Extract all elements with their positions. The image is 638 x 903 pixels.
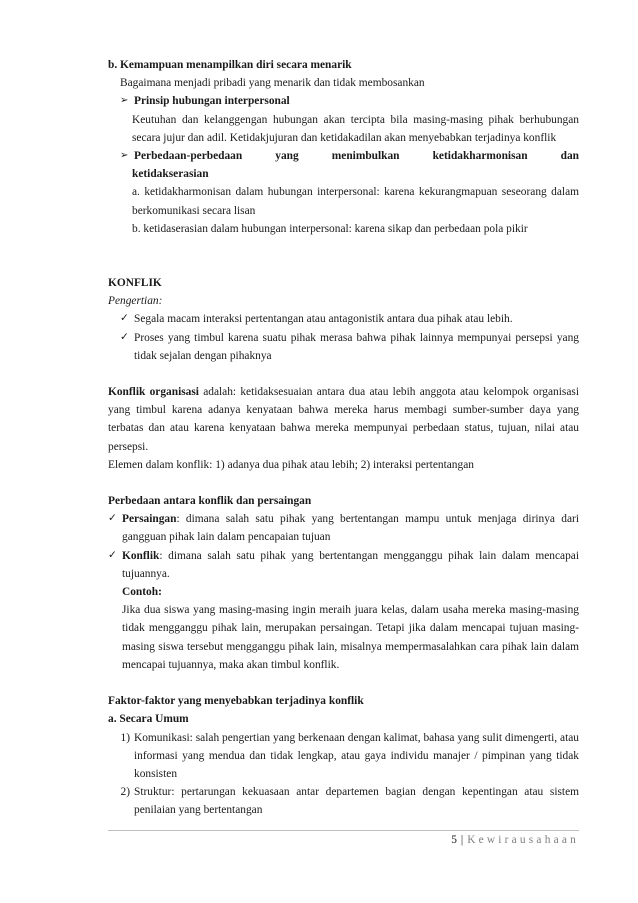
principle-title: Prinsip hubungan interpersonal: [134, 95, 290, 108]
factor-text: Struktur: pertarungan kekuasaan antar departemen bagian dengan kepentingan atau sistem penilaian yang bertentangan: [134, 786, 579, 817]
check-bullet-icon: ✓: [120, 313, 129, 325]
factor-number: 2): [120, 786, 130, 799]
check-bullet-icon: ✓: [120, 331, 129, 343]
differences-item: [108, 147, 579, 165]
definition-1: Segala macam interaksi pertentangan atau antagonistik antara dua pihak atau lebih.: [134, 313, 513, 326]
conflict-text: : dimana salah satu pihak yang bertentangan mengganggu pihak lain dalam mencapai tujuannya.: [122, 549, 579, 580]
differences-b: b. ketidaserasian dalam hubungan interpersonal: karena sikap dan perbedaan pola pikir: [132, 222, 528, 235]
principle-text: Keutuhan dan kelanggengan hubungan akan tercipta bila masing-masing pihak berhubungan secara jujur dan adil. Ketidakjujuran dan ketidakadilan akan menyebabkan terjadinya konflik: [132, 113, 579, 144]
arrow-bullet-icon: ➢: [120, 95, 129, 107]
document-page: [108, 56, 579, 820]
footer-title: Kewirausahaan: [467, 834, 579, 846]
section-b-intro: Bagaimana menjadi pribadi yang menarik dan tidak membosankan: [120, 77, 425, 90]
factors-subheading: a. Secara Umum: [108, 713, 189, 726]
conflict-item: [108, 547, 579, 583]
footer-divider: [108, 830, 579, 831]
factor-item: [108, 729, 579, 784]
conflict-term: Konflik: [122, 549, 160, 562]
konflik-heading: KONFLIK: [108, 277, 162, 290]
differences-a: a. ketidakharmonisan dalam hubungan interpersonal: karena kekurangmapuan seseorang dalam berkomunikasi secara lisan: [132, 186, 579, 217]
check-bullet-icon: ✓: [108, 513, 117, 525]
footer-separator: |: [460, 834, 464, 846]
pengertian-label: Pengertian:: [108, 295, 163, 308]
page-number: 5: [451, 834, 457, 846]
page-footer: [108, 834, 579, 846]
factors-heading: Faktor-faktor yang menyebabkan terjadinya konflik: [108, 695, 364, 708]
org-conflict-text: adalah: ketidaksesuaian antara dua atau lebih anggota atau kelompok organisasi yang timbul karena adanya kenyataan bahwa mereka harus membagi sumber-sumber daya yang terbatas dan atau karena kenyataan bahwa mereka mempunyai perbedaan status, tujuan, nilai atau persepsi.: [108, 386, 580, 453]
factor-text: Komunikasi: salah pengertian yang berkenaan dengan kalimat, bahasa yang sulit dimengerti, atau informasi yang mendua dan tidak lengkap, atau gaya individu manajer / pimpinan yang tidak konsisten: [134, 731, 579, 780]
differences-title-line1: Perbedaan-perbedaan yang menimbulkan ketidakharmonisan dan: [134, 150, 579, 163]
factor-item: [108, 783, 579, 819]
section-b-title: b. Kemampuan menampilkan diri secara menarik: [108, 59, 352, 71]
org-conflict-term: Konflik organisasi: [108, 386, 199, 399]
competition-term: Persaingan: [122, 513, 177, 526]
competition-text: : dimana salah satu pihak yang bertentangan mampu untuk menjaga dirinya dari gangguan pihak lain dalam pencapaian tujuan: [122, 513, 579, 544]
example-text: Jika dua siswa yang masing-masing ingin meraih juara kelas, dalam usaha mereka masing-masing tidak mengganggu pihak lain, merupakan persaingan. Tetapi jika dalam mencapai tujuan masing-masing siswa tersebut mengganggu pihak lain, misalnya mempermasalahkan cara pihak lain dalam mencapai tujuannya, maka akan timbul konflik.: [122, 604, 579, 671]
conflict-elements: Elemen dalam konflik: 1) adanya dua pihak atau lebih; 2) interaksi pertentangan: [108, 458, 474, 471]
principle-item: [108, 92, 579, 110]
factor-number: 1): [120, 731, 130, 744]
arrow-bullet-icon: ➢: [120, 150, 129, 162]
organizational-conflict-paragraph: [108, 383, 579, 456]
competition-item: [108, 510, 579, 546]
definition-2: Proses yang timbul karena suatu pihak merasa bahwa pihak lainnya mempunyai persepsi yang tidak sejalan dengan pihaknya: [134, 331, 579, 362]
example-label: Contoh:: [122, 586, 162, 599]
differences-title-line2: ketidakserasian: [132, 168, 209, 181]
definition-item: [108, 329, 579, 365]
definition-item: [108, 310, 579, 328]
difference-heading: Perbedaan antara konflik dan persaingan: [108, 495, 312, 508]
check-bullet-icon: ✓: [108, 549, 117, 561]
